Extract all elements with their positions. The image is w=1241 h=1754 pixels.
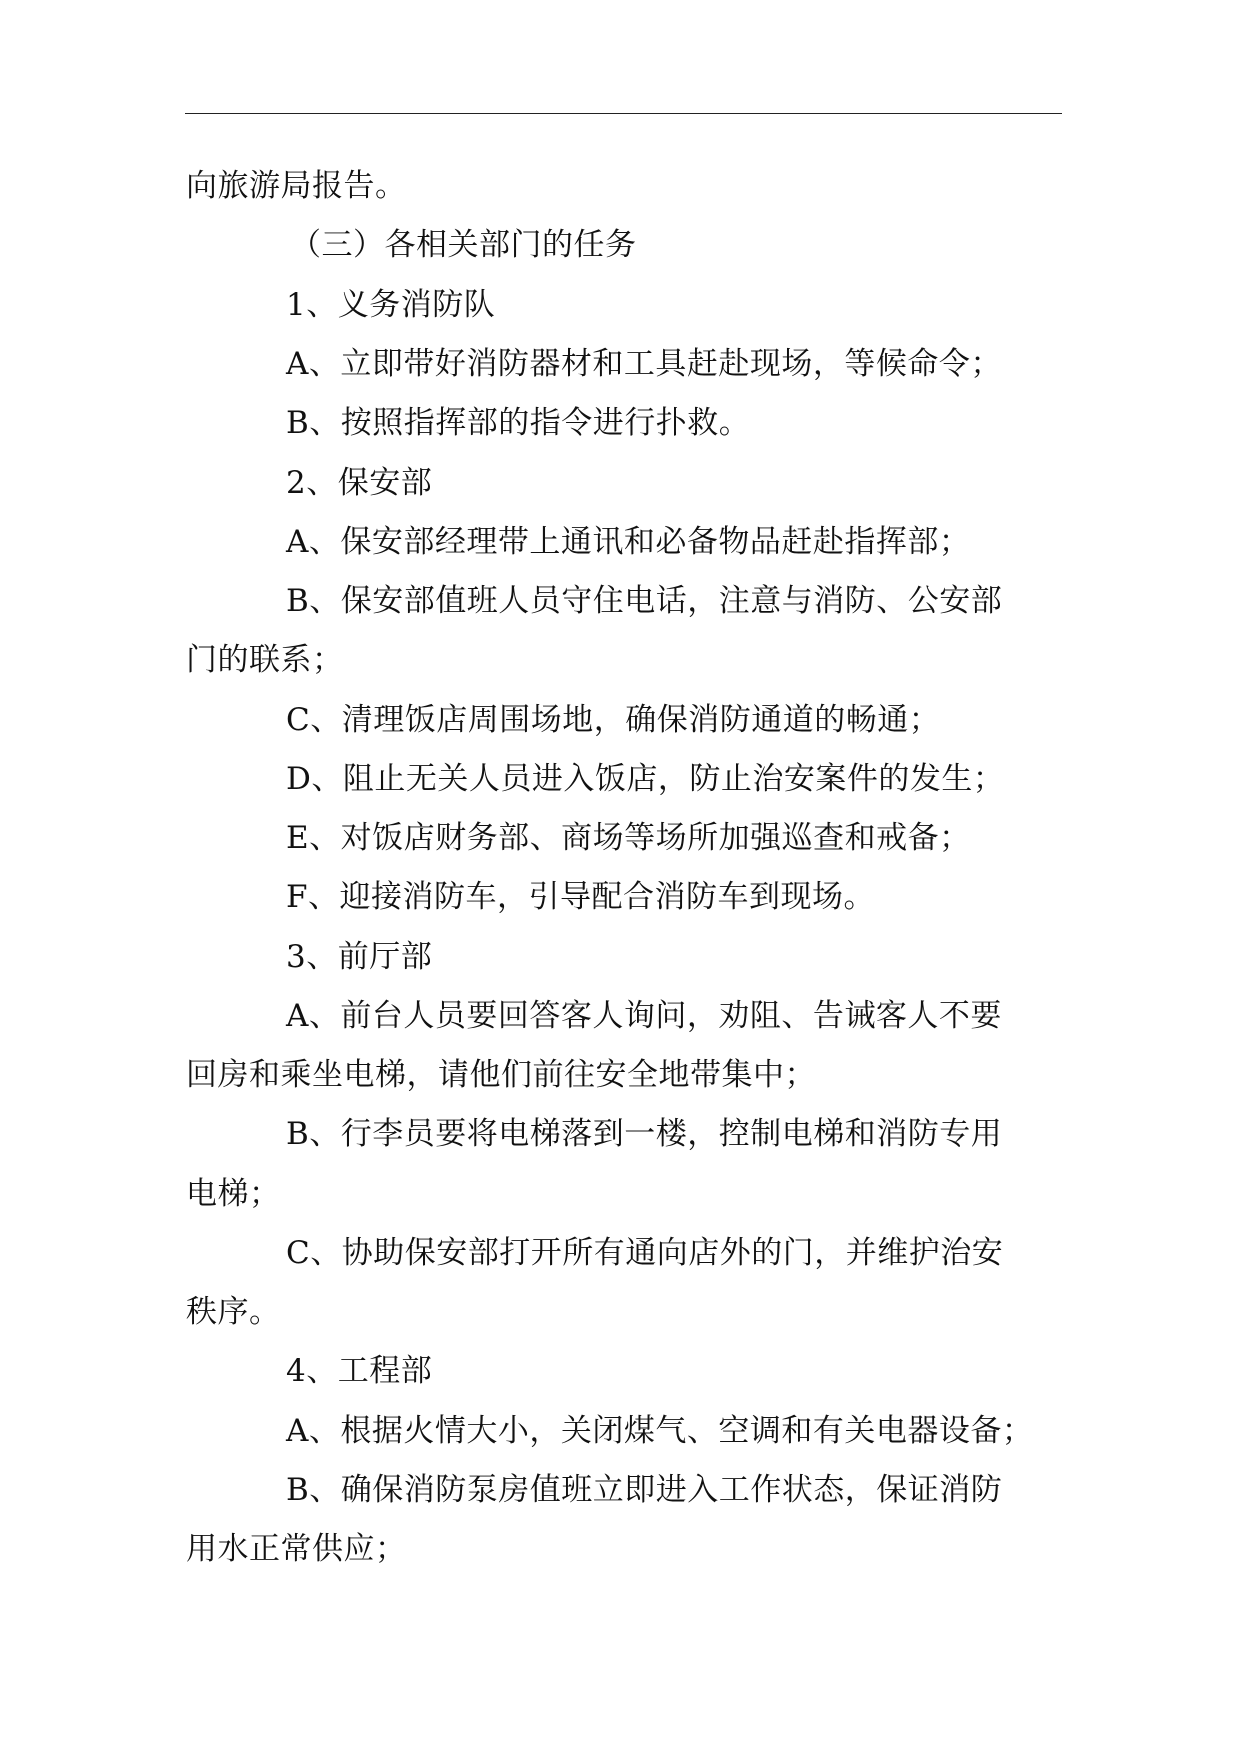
text-line: D、阻止无关人员进入饭店，防止治安案件的发生； <box>286 761 1005 797</box>
text-line: B、保安部值班人员守住电话，注意与消防、公安部 <box>286 583 1003 619</box>
subsection-heading: 2、保安部 <box>286 465 433 501</box>
text-line: B、确保消防泵房值班立即进入工作状态，保证消防 <box>286 1472 1003 1508</box>
subsection-heading: 1、义务消防队 <box>286 287 496 323</box>
text-line: C、协助保安部打开所有通向店外的门，并维护治安 <box>286 1235 1004 1271</box>
text-line: 门的联系； <box>186 642 344 678</box>
subsection-heading: 3、前厅部 <box>286 939 433 975</box>
header-rule <box>185 113 1062 114</box>
text-line: A、立即带好消防器材和工具赶赴现场，等候命令； <box>286 346 1002 382</box>
text-line: F、迎接消防车，引导配合消防车到现场。 <box>286 879 876 915</box>
section-heading: （三）各相关部门的任务 <box>290 227 637 263</box>
text-line: 回房和乘坐电梯，请他们前往安全地带集中； <box>186 1057 816 1093</box>
text-line: 秩序。 <box>186 1294 281 1330</box>
text-line: A、保安部经理带上通讯和必备物品赶赴指挥部； <box>286 524 971 560</box>
text-line: A、前台人员要回答客人询问，劝阻、告诫客人不要 <box>286 998 1002 1034</box>
text-line: C、清理饭店周围场地，确保消防通道的畅通； <box>286 702 941 738</box>
text-line: 电梯； <box>186 1176 281 1212</box>
text-line: A、根据火情大小，关闭煤气、空调和有关电器设备； <box>286 1413 1034 1449</box>
text-line: B、行李员要将电梯落到一楼，控制电梯和消防专用 <box>286 1116 1003 1152</box>
text-line: B、按照指挥部的指令进行扑救。 <box>286 405 751 441</box>
text-line: 向旅游局报告。 <box>186 168 407 204</box>
text-line: 用水正常供应； <box>186 1531 407 1567</box>
subsection-heading: 4、工程部 <box>286 1353 433 1389</box>
text-line: E、对饭店财务部、商场等场所加强巡查和戒备； <box>286 820 971 856</box>
